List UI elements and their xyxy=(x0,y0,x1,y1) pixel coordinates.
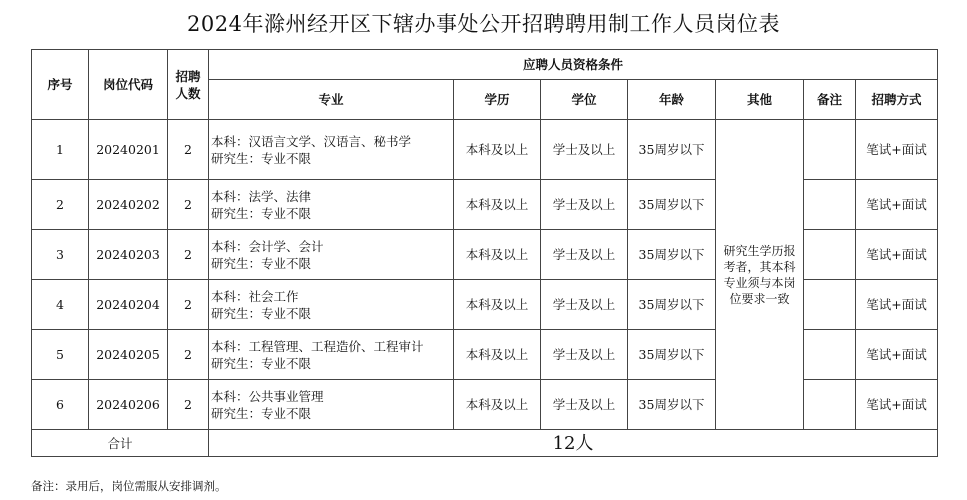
cell-remark xyxy=(804,230,856,280)
cell-education: 本科及以上 xyxy=(454,380,541,430)
cell-code: 20240202 xyxy=(89,180,168,230)
cell-degree: 学士及以上 xyxy=(541,380,628,430)
cell-remark xyxy=(804,120,856,180)
cell-degree: 学士及以上 xyxy=(541,330,628,380)
cell-count: 2 xyxy=(168,280,209,330)
cell-degree: 学士及以上 xyxy=(541,120,628,180)
total-value: 12人 xyxy=(209,430,938,457)
cell-code: 20240205 xyxy=(89,330,168,380)
cell-seq: 2 xyxy=(32,180,89,230)
header-code: 岗位代码 xyxy=(89,50,168,120)
major-undergrad: 本科：公共事业管理 xyxy=(211,388,324,404)
cell-remark xyxy=(804,280,856,330)
major-undergrad: 本科：汉语言文学、汉语言、秘书学 xyxy=(211,133,412,149)
header-count-label: 招聘人数 xyxy=(175,68,201,101)
cell-remark xyxy=(804,380,856,430)
major-graduate: 研究生：专业不限 xyxy=(211,255,312,271)
cell-remark xyxy=(804,330,856,380)
major-graduate: 研究生：专业不限 xyxy=(211,305,312,321)
cell-count: 2 xyxy=(168,230,209,280)
footnote: 备注：录用后，岗位需服从安排调剂。 xyxy=(31,479,227,493)
header-method: 招聘方式 xyxy=(856,80,938,120)
major-graduate: 研究生：专业不限 xyxy=(211,405,312,421)
cell-age: 35周岁以下 xyxy=(628,330,716,380)
cell-education: 本科及以上 xyxy=(454,330,541,380)
page-title: 2024年滁州经开区下辖办事处公开招聘聘用制工作人员岗位表 xyxy=(187,12,780,36)
cell-major xyxy=(209,330,454,380)
cell-count: 2 xyxy=(168,120,209,180)
cell-education: 本科及以上 xyxy=(454,280,541,330)
cell-major xyxy=(209,180,454,230)
cell-count: 2 xyxy=(168,380,209,430)
cell-degree: 学士及以上 xyxy=(541,280,628,330)
cell-count: 2 xyxy=(168,330,209,380)
cell-method: 笔试+面试 xyxy=(856,120,938,180)
total-label: 合计 xyxy=(32,430,209,457)
header-education: 学历 xyxy=(454,80,541,120)
cell-age: 35周岁以下 xyxy=(628,380,716,430)
cell-count: 2 xyxy=(168,180,209,230)
header-seq: 序号 xyxy=(32,50,89,120)
cell-seq: 5 xyxy=(32,330,89,380)
cell-code: 20240204 xyxy=(89,280,168,330)
header-qualification-group: 应聘人员资格条件 xyxy=(209,50,938,80)
header-remark: 备注 xyxy=(804,80,856,120)
table-row xyxy=(32,120,938,180)
cell-degree: 学士及以上 xyxy=(541,180,628,230)
major-graduate: 研究生：专业不限 xyxy=(211,150,312,166)
header-major: 专业 xyxy=(209,80,454,120)
major-undergrad: 本科：会计学、会计 xyxy=(211,238,324,254)
cell-code: 20240201 xyxy=(89,120,168,180)
cell-major xyxy=(209,120,454,180)
cell-seq: 3 xyxy=(32,230,89,280)
cell-remark xyxy=(804,180,856,230)
major-graduate: 研究生：专业不限 xyxy=(211,355,312,371)
cell-method: 笔试+面试 xyxy=(856,380,938,430)
header-count xyxy=(168,50,209,120)
cell-seq: 4 xyxy=(32,280,89,330)
major-undergrad: 本科：法学、法律 xyxy=(211,188,312,204)
cell-age: 35周岁以下 xyxy=(628,180,716,230)
cell-seq: 1 xyxy=(32,120,89,180)
cell-other: 研究生学历报考者，其本科专业须与本岗位要求一致 xyxy=(716,120,804,430)
cell-education: 本科及以上 xyxy=(454,230,541,280)
cell-major xyxy=(209,380,454,430)
cell-code: 20240206 xyxy=(89,380,168,430)
cell-major xyxy=(209,280,454,330)
header-row-1 xyxy=(32,50,938,80)
cell-degree: 学士及以上 xyxy=(541,230,628,280)
cell-method: 笔试+面试 xyxy=(856,180,938,230)
major-undergrad: 本科：社会工作 xyxy=(211,288,299,304)
cell-major xyxy=(209,230,454,280)
cell-method: 笔试+面试 xyxy=(856,330,938,380)
position-table xyxy=(31,49,938,457)
cell-education: 本科及以上 xyxy=(454,120,541,180)
cell-method: 笔试+面试 xyxy=(856,280,938,330)
major-graduate: 研究生：专业不限 xyxy=(211,205,312,221)
cell-code: 20240203 xyxy=(89,230,168,280)
cell-education: 本科及以上 xyxy=(454,180,541,230)
total-row xyxy=(32,430,938,457)
cell-method: 笔试+面试 xyxy=(856,230,938,280)
header-other: 其他 xyxy=(716,80,804,120)
cell-age: 35周岁以下 xyxy=(628,230,716,280)
cell-seq: 6 xyxy=(32,380,89,430)
header-age: 年龄 xyxy=(628,80,716,120)
header-degree: 学位 xyxy=(541,80,628,120)
major-undergrad: 本科：工程管理、工程造价、工程审计 xyxy=(211,338,424,354)
cell-age: 35周岁以下 xyxy=(628,280,716,330)
cell-age: 35周岁以下 xyxy=(628,120,716,180)
